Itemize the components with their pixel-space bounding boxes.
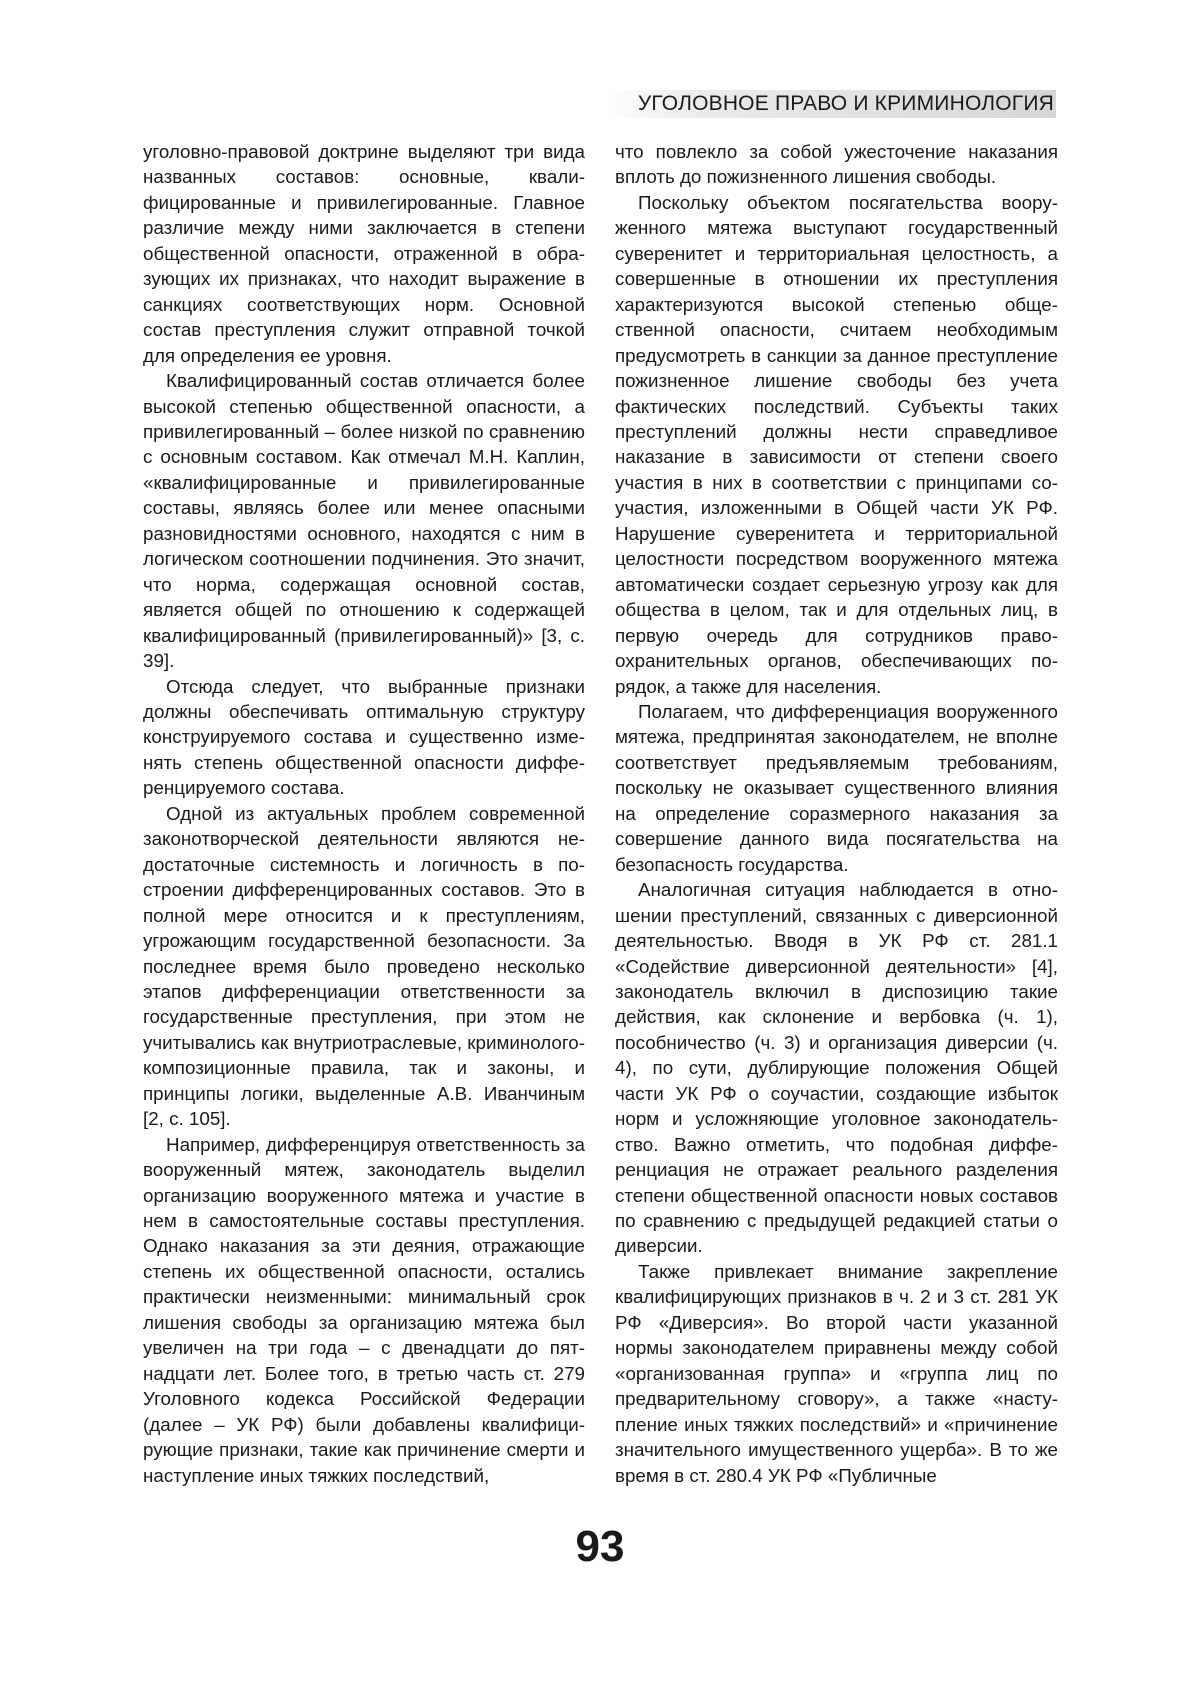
paragraph: Полагаем, что дифференциация вооруженного мятежа, предпринятая законодателем, не вполне соответствует предъявляемым требованиям, поскольку не оказывает существенного влияния на определение соразмерного наказания за совершение данного вида посягательства на безопасность государства. <box>615 700 1058 875</box>
paragraph: Квалифицированный состав отличается более высокой степенью общественной опасности, а привилегированный – более низкой по сравнению с основным составом. Как отмечал М.Н. Каплин, «квалифицированные и привилегированные составы, являясь более или менее опасными разновидностями основного, находятся с ним в логическом соотношении подчинения. Это значит, что норма, содержащая основной состав, является общей по отношению к содержащей квалифицированный (привилегированный)» [3, с. 39]. <box>143 370 585 672</box>
paragraph: Отсюда следует, что выбранные признаки должны обеспечивать оптимальную структуру конструируемого состава и существенно изменять степень общественной опасности дифференцируемого состава. <box>143 675 585 799</box>
paragraph: Поскольку объектом посягательства вооруженного мятежа выступают государственный суверенитет и территориальная целостность, а совершенные в отношении их преступления характеризуются высокой степенью общественной опасности, считаем необходимым предусмотреть в санкции за данное преступление пожизненное лишение свободы без учета фактических последствий. Субъекты таких преступлений должны нести справедливое наказание в зависимости от степени своего участия в них в соответствии с принципами соучастия, изложенными в Общей части УК РФ. Нарушение суверенитета и территориальной целостности посредством вооруженного мятежа автоматически создает серьезную угрозу как для общества в целом, так и для отдельных лиц, в первую очередь для сотрудников правоохранительных органов, обеспечивающих порядок, а также для населения. <box>615 191 1058 697</box>
paragraph: Например, дифференцируя ответственность за вооруженный мятеж, законодатель выделил организацию вооруженного мятежа и участие в нем в самостоятельные составы преступления. Однако наказания за эти деяния, отражающие степень их общественной опасности, остались практически неизменными: минимальный срок лишения свободы за организацию мятежа был увеличен на три года – с двенадцати до пятнадцати лет. Более того, в третью часть ст. 279 Уголовного кодекса Российской Федерации (далее – УК РФ) были добавлены квалифицирующие признаки, такие как причинение смерти и наступление иных тяжких последствий, <box>143 1133 585 1486</box>
text-column-left <box>143 139 585 1488</box>
page-number: 93 <box>575 1522 625 1571</box>
paragraph: уголовно-правовой доктрине выделяют три вида названных составов: основные, квалифицированные и привилегированные. Главное различие между ними заключается в степени общественной опасности, отраженной в образующих их признаках, что находит выражение в санкциях соответствующих норм. Основной состав преступления служит отправной точкой для определения ее уровня. <box>143 141 585 366</box>
paragraph: что повлекло за собой ужесточение наказания вплоть до пожизненного лишения свободы. <box>615 141 1058 188</box>
paragraph: Также привлекает внимание закрепление квалифицирующих признаков в ч. 2 и 3 ст. 281 УК РФ «Диверсия». Во второй части указанной нормы законодателем приравнены между собой «организованная группа» и «группа лиц по предварительному сговору», а также «наступление иных тяжких последствий» и «причинение значительного имущественного ущерба». В то же время в ст. 280.4 УК РФ «Публичные <box>615 1260 1058 1486</box>
paragraph: Одной из актуальных проблем современной законотворческой деятельности являются недостаточные системность и логичность в построении дифференцированных составов. Это в полной мере относится и к преступлениям, угрожающим государственной безопасности. За последнее время было проведено несколько этапов дифференциации ответственности за государственные преступления, при этом не учитывались как внутриотраслевые, криминолого-композиционные правила, так и законы, и принципы логики, выделенные А.В. Иванчиным [2, с. 105]. <box>143 802 586 1130</box>
running-header-title: УГОЛОВНОЕ ПРАВО И КРИМИНОЛОГИЯ <box>637 92 1054 115</box>
paragraph: Аналогичная ситуация наблюдается в отношении преступлений, связанных с диверсионной деятельностью. Вводя в УК РФ ст. 281.1 «Содействие диверсионной деятельности» [4], законодатель включил в диспозицию такие действия, как склонение и вербовка (ч. 1), пособничество (ч. 3) и организация диверсии (ч. 4), по сути, дублирующие положения Общей части УК РФ о соучастии, создающие избыток норм и усложняющие уголовное законодательство. Важно отметить, что подобная дифференциация не отражает реального разделения степени общественной опасности новых составов по сравнению с предыдущей редакцией статьи о диверсии. <box>615 879 1058 1257</box>
text-column-right <box>615 139 1058 1488</box>
